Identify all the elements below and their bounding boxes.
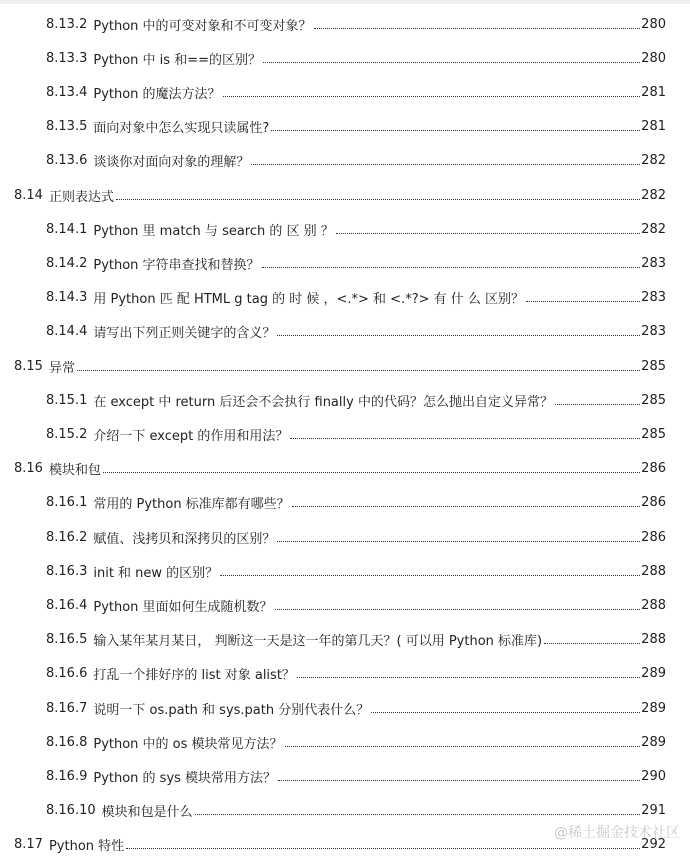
- toc-entry-title: 面向对象中怎么实现只读属性?: [93, 121, 270, 137]
- dot-leader: [371, 712, 640, 713]
- dot-leader: [555, 404, 640, 405]
- toc-entry-page: 286: [641, 529, 666, 545]
- toc-entry-number: 8.14.4: [46, 324, 88, 340]
- dot-leader: [251, 164, 640, 165]
- toc-entry[interactable]: [0, 75, 666, 109]
- toc-entry-title: 常用的 Python 标准库都有哪些？: [93, 497, 290, 513]
- dot-leader: [77, 370, 640, 371]
- toc-entry-number: 8.13.3: [46, 50, 88, 66]
- toc-entry-number: 8.13.2: [46, 16, 88, 32]
- toc-entry-title: Python 里面如何生成随机数？: [93, 599, 273, 615]
- toc-entry-page: 291: [641, 803, 666, 819]
- dot-leader: [292, 506, 640, 507]
- toc-entry-number: 8.15.2: [46, 426, 88, 442]
- dot-leader: [103, 472, 640, 473]
- toc-entry-number: 8.15: [14, 358, 43, 374]
- toc-entry[interactable]: [0, 759, 666, 793]
- toc-entry-number: 8.16.3: [46, 563, 88, 579]
- dot-leader: [526, 301, 640, 302]
- toc-entry[interactable]: [0, 554, 666, 588]
- toc-entry-page: 282: [641, 153, 666, 169]
- dot-leader: [271, 130, 640, 131]
- toc-entry-page: 289: [641, 666, 666, 682]
- toc-entry[interactable]: [0, 349, 666, 383]
- toc-entry-title: 模块和包: [48, 463, 101, 479]
- dot-leader: [275, 609, 641, 610]
- dot-leader: [544, 643, 640, 644]
- toc-entry-page: 283: [641, 324, 666, 340]
- toc-entry-title: init 和 new 的区别？: [93, 565, 219, 581]
- toc-entry[interactable]: [0, 178, 666, 212]
- toc-entry-title: 模块和包是什么: [101, 805, 193, 821]
- toc-entry-title: Python 字符串查找和替换？: [93, 257, 260, 273]
- dot-leader: [195, 814, 641, 815]
- toc-entry[interactable]: [0, 657, 666, 691]
- toc-entry-number: 8.14.3: [46, 290, 88, 306]
- toc-entry-title: 请写出下列正则关键字的含义？: [93, 326, 276, 342]
- toc-entry[interactable]: [0, 725, 666, 759]
- toc-entry-page: 280: [641, 50, 666, 66]
- dot-leader: [116, 199, 640, 200]
- toc-entry-number: 8.16.5: [46, 632, 88, 648]
- dot-leader: [126, 848, 640, 849]
- toc-entry-title: 正则表达式: [48, 189, 114, 205]
- toc-entry-page: 289: [641, 734, 666, 750]
- toc-entry-page: 289: [641, 700, 666, 716]
- toc-entry-page: 288: [641, 632, 666, 648]
- toc-entry[interactable]: [0, 417, 666, 451]
- watermark: @稀土掘金技术社区: [554, 825, 680, 841]
- dot-leader: [314, 28, 641, 29]
- toc-entry[interactable]: [0, 110, 666, 144]
- toc-entry[interactable]: [0, 520, 666, 554]
- toc-entry-page: 286: [641, 461, 666, 477]
- toc-entry-title: 用 Python 匹 配 HTML g tag 的 时 候 ，<.*> 和 <.*?> 有 什 么 区别？: [93, 292, 525, 308]
- toc-entry[interactable]: [0, 588, 666, 622]
- toc-entry-title: Python 的魔法方法？: [93, 86, 221, 102]
- toc-entry-title: 打乱一个排好序的 list 对象 alist？: [93, 668, 295, 684]
- dot-leader: [262, 267, 641, 268]
- toc-entry-title: 赋值、浅拷贝和深拷贝的区别？: [93, 531, 276, 547]
- toc-entry-title: 异常: [48, 360, 75, 376]
- toc-entry-number: 8.14.2: [46, 255, 88, 271]
- toc-entry-number: 8.16.2: [46, 529, 88, 545]
- dot-leader: [277, 541, 640, 542]
- dot-leader: [297, 677, 640, 678]
- toc-entry-page: 282: [641, 187, 666, 203]
- toc-entry-page: 290: [641, 768, 666, 784]
- toc-entry-title: Python 中 is 和==的区别？: [93, 52, 261, 68]
- toc-entry-number: 8.15.1: [46, 392, 88, 408]
- toc-entry[interactable]: [0, 246, 666, 280]
- toc-entry-title: Python 中的可变对象和不可变对象？: [93, 18, 312, 34]
- toc-entry-page: 281: [641, 119, 666, 135]
- dot-leader: [278, 780, 640, 781]
- dot-leader: [290, 438, 640, 439]
- toc-entry[interactable]: [0, 7, 666, 41]
- toc-entry-number: 8.13.6: [46, 153, 88, 169]
- toc-entry-title: Python 特性: [48, 839, 125, 855]
- toc-entry[interactable]: [0, 315, 666, 349]
- toc-entry-page: 288: [641, 597, 666, 613]
- page-top-edge: [0, 0, 690, 4]
- toc-entry-number: 8.16.9: [46, 768, 88, 784]
- toc-entry-page: 285: [641, 426, 666, 442]
- toc-entry-number: 8.16.7: [46, 700, 88, 716]
- toc-entry[interactable]: [0, 623, 666, 657]
- toc-entry-page: 288: [641, 563, 666, 579]
- toc-entry-page: 286: [641, 495, 666, 511]
- toc-entry-title: 介绍一下 except 的作用和用法？: [93, 428, 289, 444]
- dot-leader: [336, 233, 640, 234]
- toc-entry-page: 292: [641, 837, 666, 853]
- toc-entry-number: 8.16.6: [46, 666, 88, 682]
- toc-entry-title: 谈谈你对面向对象的理解？: [93, 155, 250, 171]
- toc-entry[interactable]: [0, 691, 666, 725]
- toc-entry-page: 281: [641, 84, 666, 100]
- toc-entry-number: 8.14.1: [46, 221, 88, 237]
- toc-entry-title: 说明一下 os.path 和 sys.path 分别代表什么？: [93, 702, 370, 718]
- toc-entry-number: 8.17: [14, 837, 43, 853]
- dot-leader: [285, 746, 641, 747]
- toc-entry-page: 280: [641, 16, 666, 32]
- toc-entry[interactable]: [0, 41, 666, 75]
- toc-entry-page: 283: [641, 255, 666, 271]
- toc-entry-number: 8.13.5: [46, 119, 88, 135]
- dot-leader: [220, 575, 640, 576]
- toc-entry[interactable]: [0, 144, 666, 178]
- toc-entry-page: 285: [641, 358, 666, 374]
- dot-leader: [223, 96, 641, 97]
- toc-entry[interactable]: [0, 486, 666, 520]
- toc-entry-title: Python 里 match 与 search 的 区 别 ？: [93, 223, 334, 239]
- toc-entry-page: 285: [641, 392, 666, 408]
- toc-entry[interactable]: [0, 383, 666, 417]
- toc-entry-page: 282: [641, 221, 666, 237]
- toc-entry-page: 283: [641, 290, 666, 306]
- toc-entry-title: Python 中的 os 模块常见方法？: [93, 736, 283, 752]
- toc-entry-number: 8.16.8: [46, 734, 88, 750]
- toc-entry-title: Python 的 sys 模块常用方法？: [93, 770, 277, 786]
- toc-entry-title: 在 except 中 return 后还会不会执行 finally 中的代码？怎么抛出自定义异常？: [93, 394, 553, 410]
- toc-entry-number: 8.13.4: [46, 84, 88, 100]
- toc-entry[interactable]: [0, 281, 666, 315]
- dot-leader: [263, 62, 640, 63]
- toc-entry-number: 8.16.4: [46, 597, 88, 613]
- toc-entry-title: 输入某年某月某日， 判断这一天是这一年的第几天？( 可以用 Python 标准库): [93, 634, 543, 650]
- toc-entry-number: 8.14: [14, 187, 43, 203]
- dot-leader: [277, 335, 640, 336]
- toc-entry-number: 8.16.10: [46, 803, 96, 819]
- toc-entry[interactable]: [0, 212, 666, 246]
- toc-entry[interactable]: [0, 452, 666, 486]
- toc-entry-number: 8.16.1: [46, 495, 88, 511]
- toc-entry-number: 8.16: [14, 461, 43, 477]
